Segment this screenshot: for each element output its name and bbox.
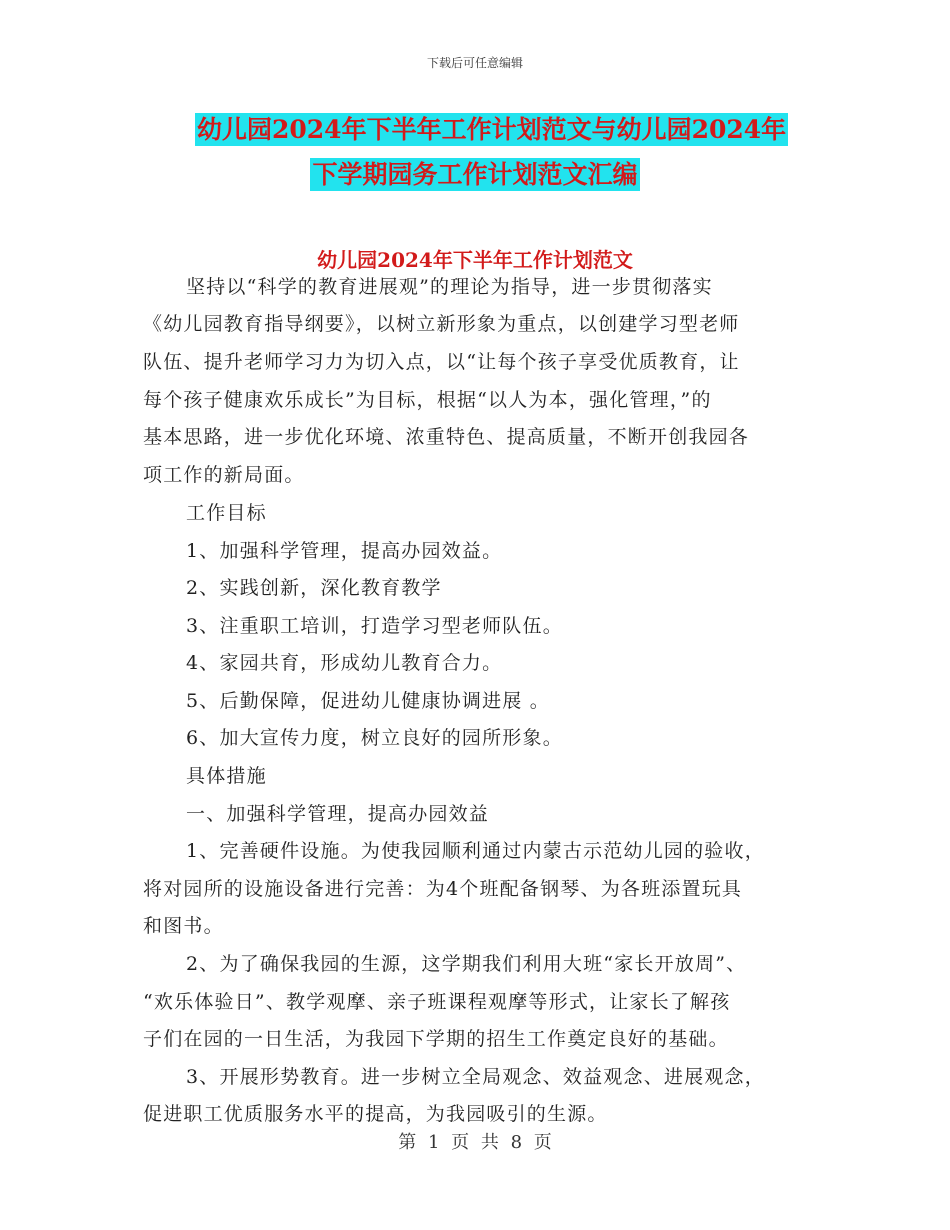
document-title-line-1 <box>195 110 800 150</box>
body-line: 《幼儿园教育指导纲要》，以树立新形象为重点，以创建学习型老师 <box>143 313 740 335</box>
body-line: 坚持以“科学的教育进展观”的理论为指导，进一步贯彻落实 <box>186 276 713 298</box>
body-line: 队伍、提升老师学习力为切入点，以“让每个孩子享受优质教育，让 <box>143 351 740 373</box>
body-line: 每个孩子健康欢乐成长”为目标，根据“以人为本，强化管理，”的 <box>143 389 712 411</box>
body-line: 基本思路，进一步优化环境、浓重特色、提高质量，不断开创我园各 <box>143 426 750 448</box>
body-line: 子们在园的一日生活，为我园下学期的招生工作奠定良好的基础。 <box>143 1028 729 1050</box>
body-line: 1、完善硬件设施。为使我园顺利通过内蒙古示范幼儿园的验收， <box>186 840 765 862</box>
title-highlight: 幼儿园2024年下半年工作计划范文与幼儿园2024年 <box>197 115 787 144</box>
body-line: “欢乐体验日”、教学观摩、亲子班课程观摩等形式，让家长了解孩 <box>143 991 731 1013</box>
body-line: 和图书。 <box>143 915 224 937</box>
document-title-line-2 <box>150 155 800 195</box>
goal-item: 1、加强科学管理，提高办园效益。 <box>186 540 503 562</box>
subheading: 一、加强科学管理，提高办园效益 <box>186 803 490 825</box>
body-line: 3、开展形势教育。进一步树立全局观念、效益观念、进展观念， <box>186 1066 765 1088</box>
goal-item: 2、实践创新，深化教育教学 <box>186 577 442 599</box>
body-line: 项工作的新局面。 <box>143 464 305 486</box>
page-footer: 第 1 页 共 8 页 <box>398 1132 552 1153</box>
goal-item: 6、加大宣传力度，树立良好的园所形象。 <box>186 727 563 749</box>
goal-item: 5、后勤保障，促进幼儿健康协调进展 。 <box>186 690 550 712</box>
goal-item: 3、注重职工培训，打造学习型老师队伍。 <box>186 615 563 637</box>
section-title: 幼儿园2024年下半年工作计划范文 <box>317 248 633 272</box>
body-line: 2、为了确保我园的生源，这学期我们利用大班“家长开放周”、 <box>186 953 747 975</box>
title-highlight: 下学期园务工作计划范文汇编 <box>312 160 638 189</box>
goal-item: 4、家园共育，形成幼儿教育合力。 <box>186 652 503 674</box>
body-line: 将对园所的设施设备进行完善：为4个班配备钢琴、为各班添置玩具 <box>143 878 743 900</box>
header-note: 下载后可任意编辑 <box>426 56 523 70</box>
heading-measures: 具体措施 <box>186 765 267 787</box>
body-line: 促进职工优质服务水平的提高，为我园吸引的生源。 <box>143 1103 608 1125</box>
heading-goals: 工作目标 <box>186 502 267 524</box>
